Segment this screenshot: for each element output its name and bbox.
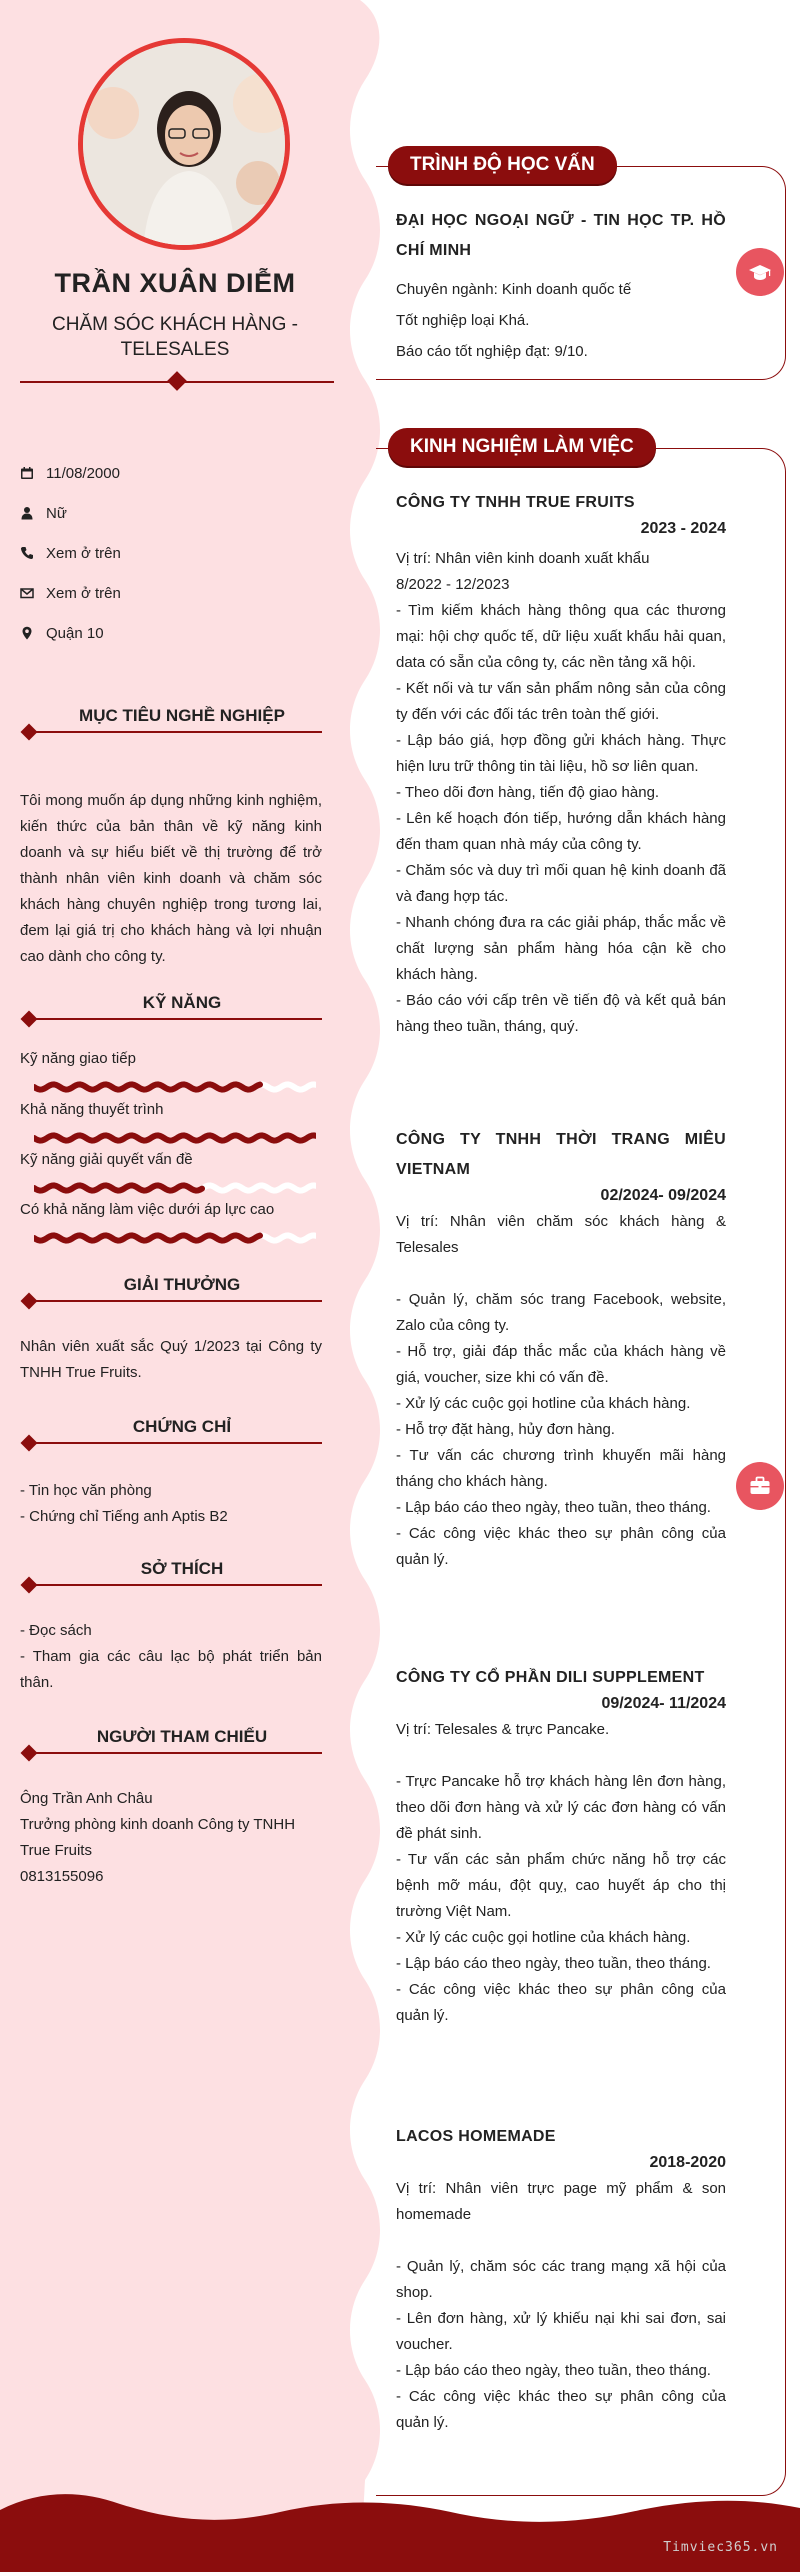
- job-period: 09/2024- 11/2024: [601, 1695, 726, 1712]
- graduation-cap-icon: [736, 248, 784, 296]
- contact-address-value: Quận 10: [46, 624, 104, 642]
- awards-rule: [28, 1300, 322, 1302]
- job-entry: [396, 488, 726, 1040]
- job-line: - Lên đơn hàng, xử lý khiếu nại khi sai đơn, sai voucher.: [396, 2310, 726, 2353]
- skill-bar: [34, 1182, 316, 1194]
- job-entry: [396, 1663, 726, 2029]
- contact-birthday: [20, 462, 120, 484]
- job-details: [396, 546, 726, 1040]
- reference-phone: 0813155096: [20, 1868, 104, 1885]
- calendar-icon: [20, 466, 34, 480]
- skill-label: Kỹ năng giải quyết vấn đề: [20, 1151, 193, 1168]
- reference-details: [20, 1786, 322, 1890]
- education-banner: TRÌNH ĐỘ HỌC VẤN: [388, 146, 617, 184]
- skill-bar-fill: [34, 1135, 316, 1140]
- avatar: [78, 38, 290, 250]
- contact-email: [20, 582, 121, 604]
- job-company: CÔNG TY TNHH TRUE FRUITS: [396, 494, 635, 511]
- job-line: - Hỗ trợ đặt hàng, hủy đơn hàng.: [396, 1421, 615, 1438]
- watermark: Timviec365.vn: [663, 2540, 778, 2555]
- skill-label: Có khả năng làm việc dưới áp lực cao: [20, 1201, 275, 1218]
- hobbies-heading: SỞ THÍCH: [140, 1559, 224, 1578]
- job-line: - Xử lý các cuộc gọi hotline của khách hàng.: [396, 1929, 691, 1946]
- education-line: Chuyên ngành: Kinh doanh quốc tế: [396, 281, 632, 298]
- skills-heading: KỸ NĂNG: [142, 993, 222, 1012]
- candidate-title: CHĂM SÓC KHÁCH HÀNG - TELESALES: [52, 314, 298, 360]
- job-entry: [396, 2122, 726, 2436]
- awards-heading: GIẢI THƯỞNG: [123, 1275, 241, 1294]
- email-icon: [20, 586, 34, 600]
- contact-gender: [20, 502, 67, 524]
- objective-rule: [28, 731, 322, 733]
- phone-icon: [20, 546, 34, 560]
- job-details: [396, 2176, 726, 2436]
- reference-position: Trưởng phòng kinh doanh Công ty TNHH True Fruits: [20, 1816, 296, 1859]
- contact-birthday-value: 11/08/2000: [46, 464, 120, 482]
- contact-email-value: Xem ở trên: [46, 584, 121, 602]
- job-line: - Lập báo cáo theo ngày, theo tuần, theo tháng.: [396, 1955, 711, 1972]
- job-line: - Tư vấn các sản phẩm chức năng hỗ trợ các bệnh mỡ máu, đột quỵ, cao huyết áp cho thị trường Việt Nam.: [396, 1851, 726, 1920]
- skill-bar-fill: [34, 1235, 260, 1240]
- certificate-item: - Chứng chỉ Tiếng anh Aptis B2: [20, 1508, 228, 1525]
- skill-bar-fill: [34, 1185, 202, 1190]
- contact-gender-value: Nữ: [46, 504, 67, 522]
- skill-label: Kỹ năng giao tiếp: [20, 1050, 136, 1067]
- job-line: - Các công việc khác theo sự phân công của quản lý.: [396, 2388, 726, 2431]
- job-company: CÔNG TY CỔ PHẦN DILI SUPPLEMENT: [396, 1669, 705, 1686]
- job-line: - Lập báo cáo theo ngày, theo tuần, theo tháng.: [396, 2362, 711, 2379]
- job-line: - Tìm kiếm khách hàng thông qua các thương mại: hội chợ quốc tế, dữ liệu xuất khẩu hải quan, data có sẵn của công ty, các nền tảng xã hội.: [396, 602, 726, 671]
- person-icon: [20, 506, 34, 520]
- school-name: ĐẠI HỌC NGOẠI NGỮ - TIN HỌC TP. HỒ CHÍ MINH: [396, 212, 726, 259]
- job-line: - Trực Pancake hỗ trợ khách hàng lên đơn hàng, theo dõi đơn hàng và xử lý các đơn hàng có vấn đề phát sinh.: [396, 1773, 726, 1842]
- job-line: - Tư vấn các chương trình khuyến mãi hàng tháng cho khách hàng.: [396, 1447, 726, 1490]
- job-spacer: [396, 2228, 726, 2254]
- job-line: 8/2022 - 12/2023: [396, 576, 510, 593]
- job-details: [396, 1717, 726, 2029]
- job-line: - Chăm sóc và duy trì mối quan hệ kinh doanh đã và đang hợp tác.: [396, 862, 726, 905]
- objective-heading: MỤC TIÊU NGHỀ NGHIỆP: [79, 706, 285, 725]
- contact-phone-value: Xem ở trên: [46, 544, 121, 562]
- job-line: - Hỗ trợ, giải đáp thắc mắc của khách hàng về giá, voucher, size khi có vấn đề.: [396, 1343, 726, 1386]
- avatar-photo: [83, 43, 290, 250]
- skill-bar: [34, 1132, 316, 1144]
- skills-rule: [28, 1018, 322, 1020]
- skill-bar: [34, 1232, 316, 1244]
- candidate-name: TRẦN XUÂN DIỄM: [54, 268, 296, 298]
- reference-rule: [28, 1752, 322, 1754]
- job-line: - Lập báo giá, hợp đồng gửi khách hàng. Thực hiện lưu trữ thông tin tài liệu, hồ sơ liên quan.: [396, 732, 726, 775]
- job-line: - Các công việc khác theo sự phân công của quản lý.: [396, 1525, 726, 1568]
- job-line: - Theo dõi đơn hàng, tiến độ giao hàng.: [396, 784, 660, 801]
- hobbies-rule: [28, 1584, 322, 1586]
- certificates-list: [20, 1478, 322, 1530]
- footer-wave: [0, 2490, 800, 2572]
- job-spacer: [396, 1743, 726, 1769]
- job-line: - Nhanh chóng đưa ra các giải pháp, thắc mắc về chất lượng sản phẩm hàng hóa cận kề cho khách hàng.: [396, 914, 726, 983]
- contact-phone: [20, 542, 121, 564]
- education-content: [396, 206, 726, 367]
- skill-label: Khả năng thuyết trình: [20, 1101, 164, 1118]
- briefcase-icon: [736, 1462, 784, 1510]
- job-line: Vị trí: Nhân viên trực page mỹ phẩm & son homemade: [396, 2180, 726, 2223]
- job-line: - Báo cáo với cấp trên về tiến độ và kết quả bán hàng theo tuần, tháng, quý.: [396, 992, 726, 1035]
- certificates-heading: CHỨNG CHỈ: [132, 1417, 232, 1436]
- education-line: Báo cáo tốt nghiệp đạt: 9/10.: [396, 343, 588, 360]
- education-line: Tốt nghiệp loại Khá.: [396, 312, 530, 329]
- job-period: 2023 - 2024: [640, 520, 726, 537]
- skill-bar: [34, 1081, 316, 1093]
- objective-text: Tôi mong muốn áp dụng những kinh nghiệm, kiến thức của bản thân về kỹ năng kinh doanh và sự hiểu biết về thị trường để trở thành nhân viên kinh doanh và chăm sóc khách hàng chuyên nghiệp trong tương lai, đem lại giá trị cho khách hàng và lợi nhuận cao dành cho công ty.: [20, 792, 322, 965]
- job-line: - Các công việc khác theo sự phân công của quản lý.: [396, 1981, 726, 2024]
- reference-heading: NGƯỜI THAM CHIẾU: [96, 1727, 268, 1746]
- job-line: - Kết nối và tư vấn sản phẩm nông sản của công ty đến với các đối tác trên toàn thế giới.: [396, 680, 726, 723]
- job-line: - Quản lý, chăm sóc các trang mạng xã hội của shop.: [396, 2258, 726, 2301]
- job-details: [396, 1209, 726, 1573]
- job-period: 2018-2020: [649, 2154, 726, 2171]
- job-line: - Lập báo cáo theo ngày, theo tuần, theo tháng.: [396, 1499, 711, 1516]
- job-line: Vị trí: Telesales & trực Pancake.: [396, 1721, 610, 1738]
- job-period: 02/2024- 09/2024: [600, 1187, 726, 1204]
- certificates-rule: [28, 1442, 322, 1444]
- hobby-item: - Tham gia các câu lạc bộ phát triển bản thân.: [20, 1648, 322, 1691]
- job-company: CÔNG TY TNHH THỜI TRANG MIÊU VIETNAM: [396, 1131, 726, 1178]
- experience-banner: KINH NGHIỆM LÀM VIỆC: [388, 428, 656, 466]
- job-line: - Quản lý, chăm sóc trang Facebook, website, Zalo của công ty.: [396, 1291, 726, 1334]
- job-line: - Lên kế hoạch đón tiếp, hướng dẫn khách hàng đến tham quan nhà máy của công ty.: [396, 810, 726, 853]
- reference-name: Ông Trần Anh Châu: [20, 1790, 153, 1807]
- hobby-item: - Đọc sách: [20, 1622, 92, 1639]
- contact-address: [20, 622, 104, 644]
- job-line: Vị trí: Nhân viên chăm sóc khách hàng & Telesales: [396, 1213, 726, 1256]
- hobbies-list: [20, 1618, 322, 1696]
- certificate-item: - Tin học văn phòng: [20, 1482, 152, 1499]
- skill-bar-fill: [34, 1084, 260, 1089]
- awards-text: Nhân viên xuất sắc Quý 1/2023 tại Công ty TNHH True Fruits.: [20, 1338, 322, 1381]
- job-spacer: [396, 1261, 726, 1287]
- location-icon: [20, 626, 34, 640]
- job-line: - Xử lý các cuộc gọi hotline của khách hàng.: [396, 1395, 691, 1412]
- job-line: Vị trí: Nhân viên kinh doanh xuất khẩu: [396, 550, 650, 567]
- job-company: LACOS HOMEMADE: [396, 2128, 556, 2145]
- job-entry: [396, 1125, 726, 1573]
